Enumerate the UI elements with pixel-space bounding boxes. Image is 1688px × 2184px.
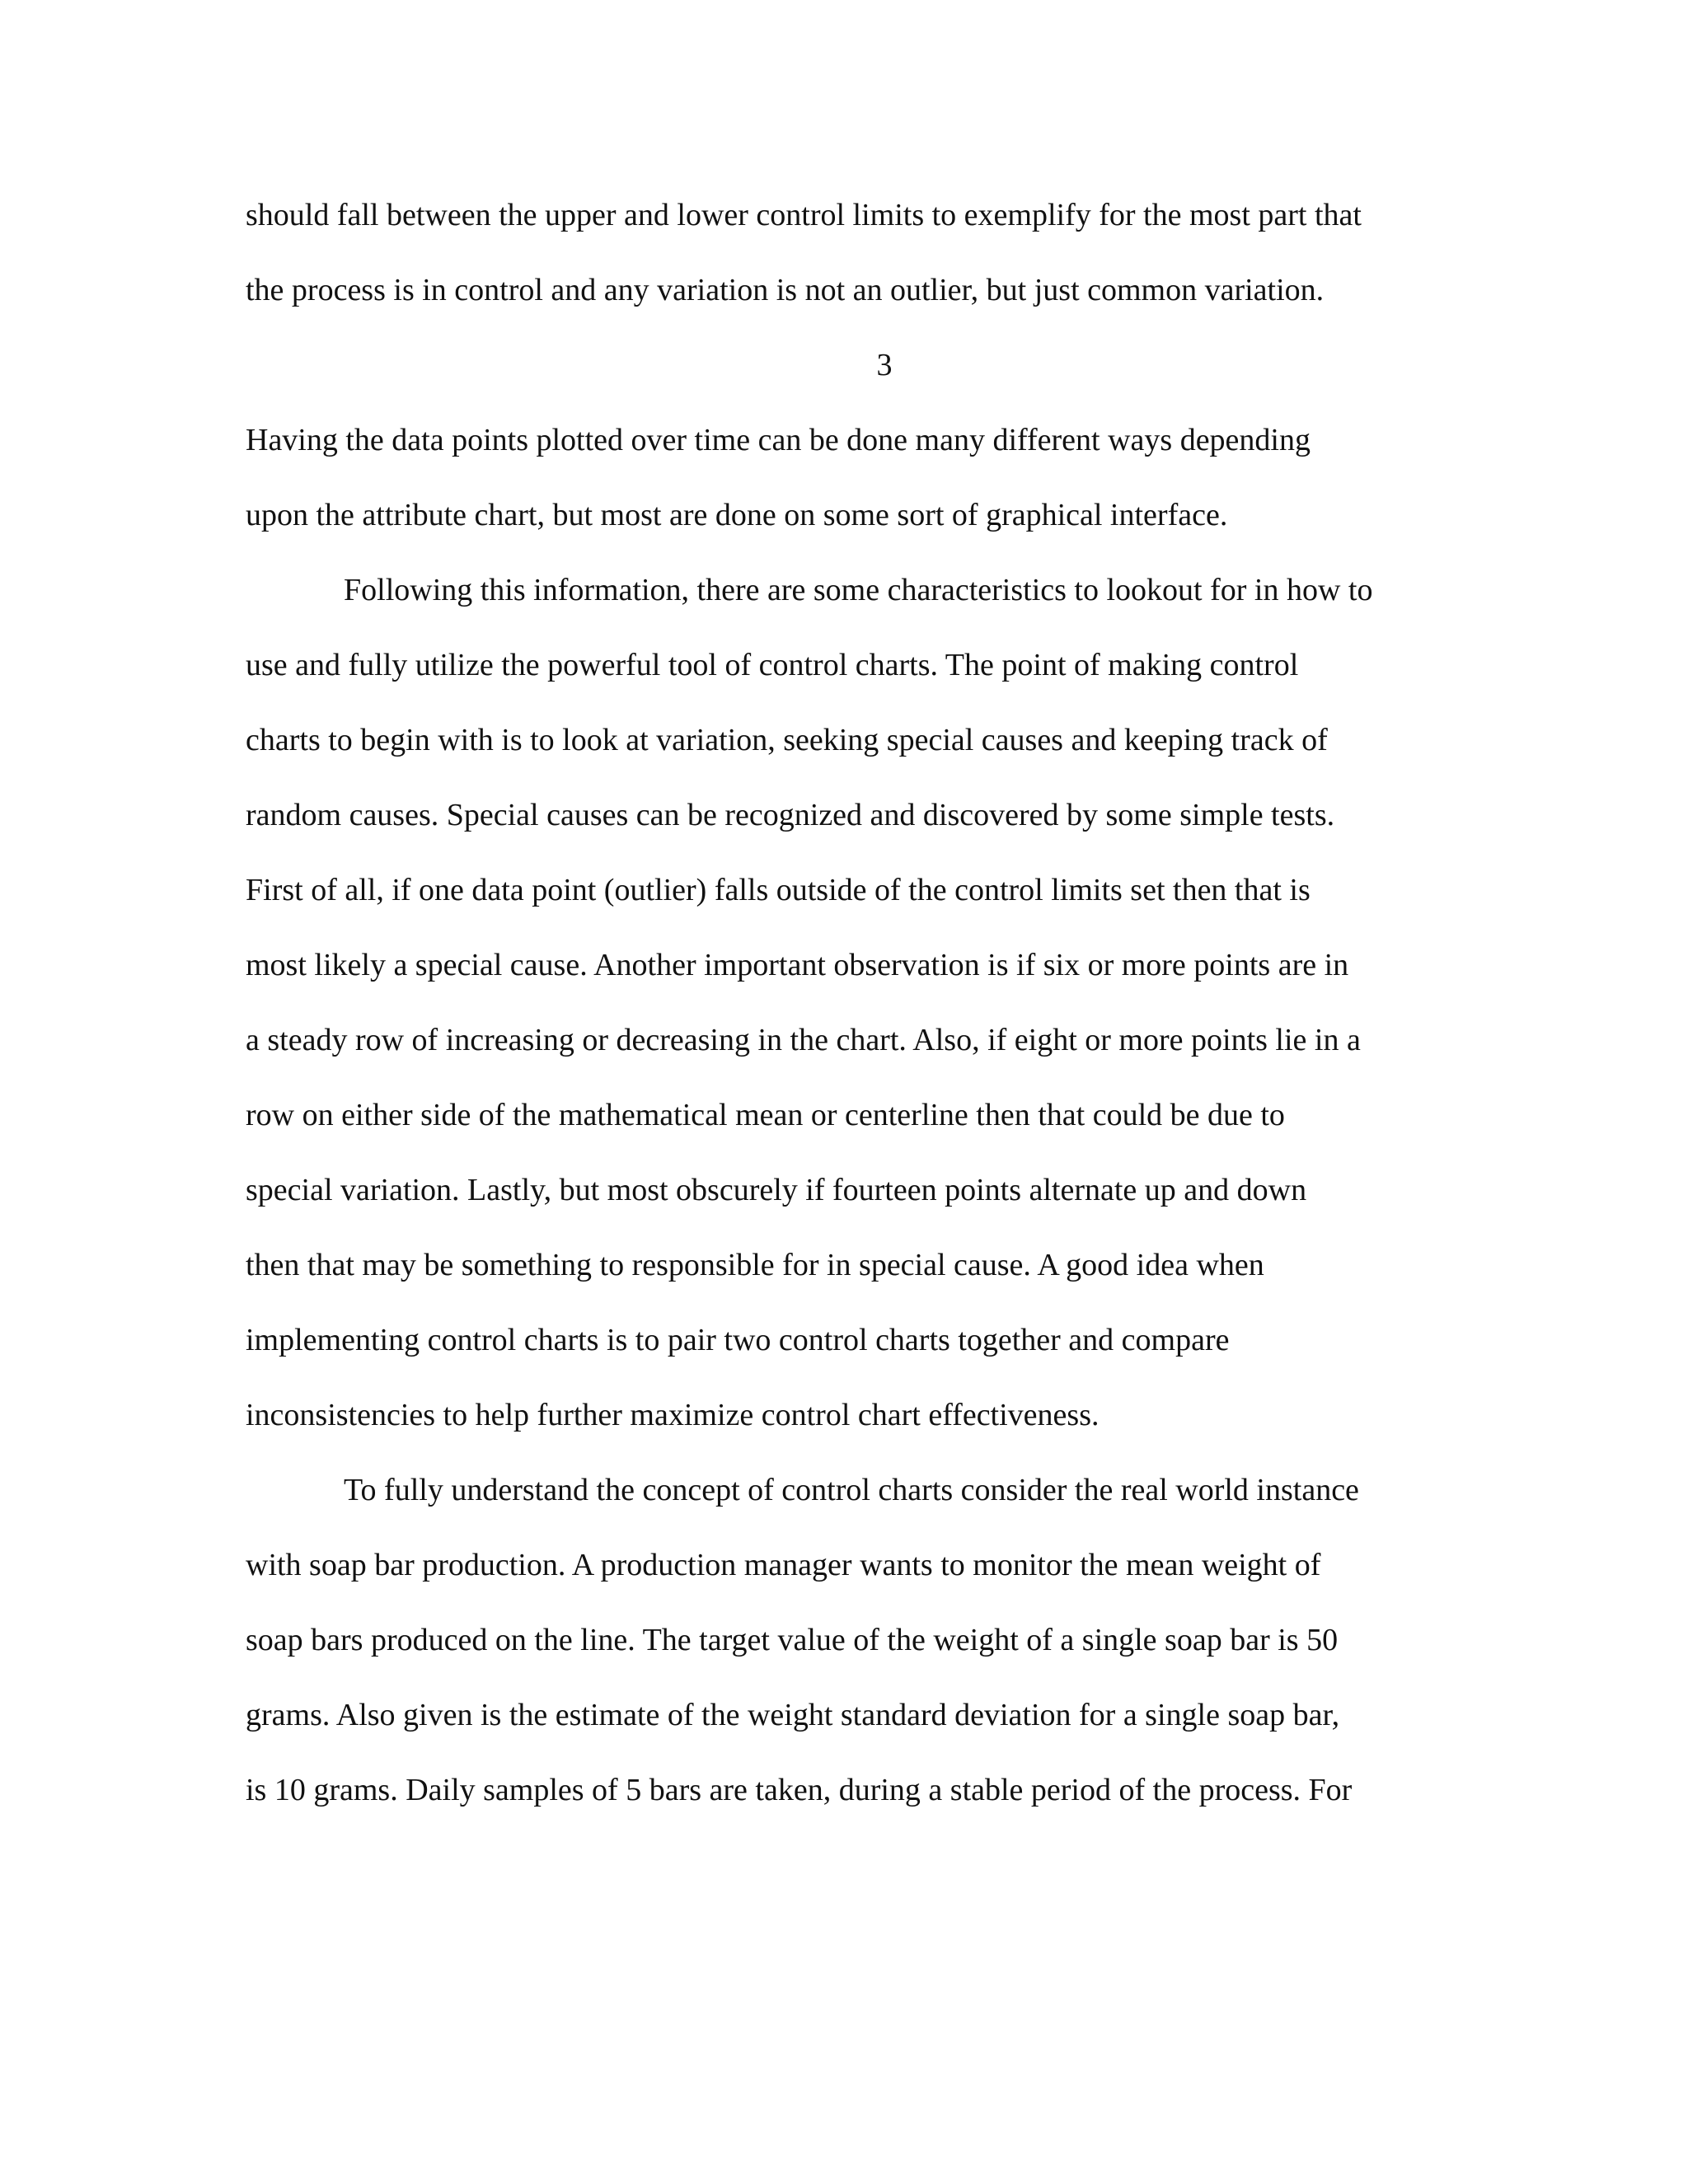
text-line: soap bars produced on the line. The target value of the weight of a single soap bar is 50: [246, 1623, 1339, 1657]
text-line: grams. Also given is the estimate of the weight standard deviation for a single soap bar,: [246, 1698, 1340, 1732]
text-line: the process is in control and any variation is not an outlier, but just common variation.: [246, 273, 1325, 307]
text-line: special variation. Lastly, but most obscurely if fourteen points alternate up and down: [246, 1173, 1307, 1207]
text-line: Having the data points plotted over time can be done many different ways depending: [246, 423, 1311, 457]
text-line: with soap bar production. A production manager wants to monitor the mean weight of: [246, 1548, 1321, 1582]
text-line: most likely a special cause. Another important observation is if six or more points are in: [246, 948, 1349, 982]
paragraph-first-line: To fully understand the concept of control charts consider the real world instance: [344, 1473, 1359, 1507]
text-line: random causes. Special causes can be recognized and discovered by some simple tests.: [246, 798, 1335, 832]
page-number: 3: [876, 348, 893, 382]
text-line: use and fully utilize the powerful tool of control charts. The point of making control: [246, 648, 1299, 682]
text-line: a steady row of increasing or decreasing in the chart. Also, if eight or more points lie in a: [246, 1023, 1361, 1057]
text-line: is 10 grams. Daily samples of 5 bars are taken, during a stable period of the process. For: [246, 1773, 1353, 1807]
text-line: First of all, if one data point (outlier) falls outside of the control limits set then that is: [246, 873, 1311, 907]
text-line: inconsistencies to help further maximize control chart effectiveness.: [246, 1398, 1100, 1432]
text-line: should fall between the upper and lower control limits to exemplify for the most part that: [246, 198, 1362, 232]
text-line: row on either side of the mathematical mean or centerline then that could be due to: [246, 1098, 1285, 1132]
text-line: upon the attribute chart, but most are done on some sort of graphical interface.: [246, 498, 1228, 532]
text-line: then that may be something to responsible for in special cause. A good idea when: [246, 1248, 1264, 1282]
text-line: charts to begin with is to look at variation, seeking special causes and keeping track of: [246, 723, 1328, 757]
paragraph-first-line: Following this information, there are some characteristics to lookout for in how to: [344, 573, 1373, 607]
text-line: implementing control charts is to pair two control charts together and compare: [246, 1323, 1230, 1357]
